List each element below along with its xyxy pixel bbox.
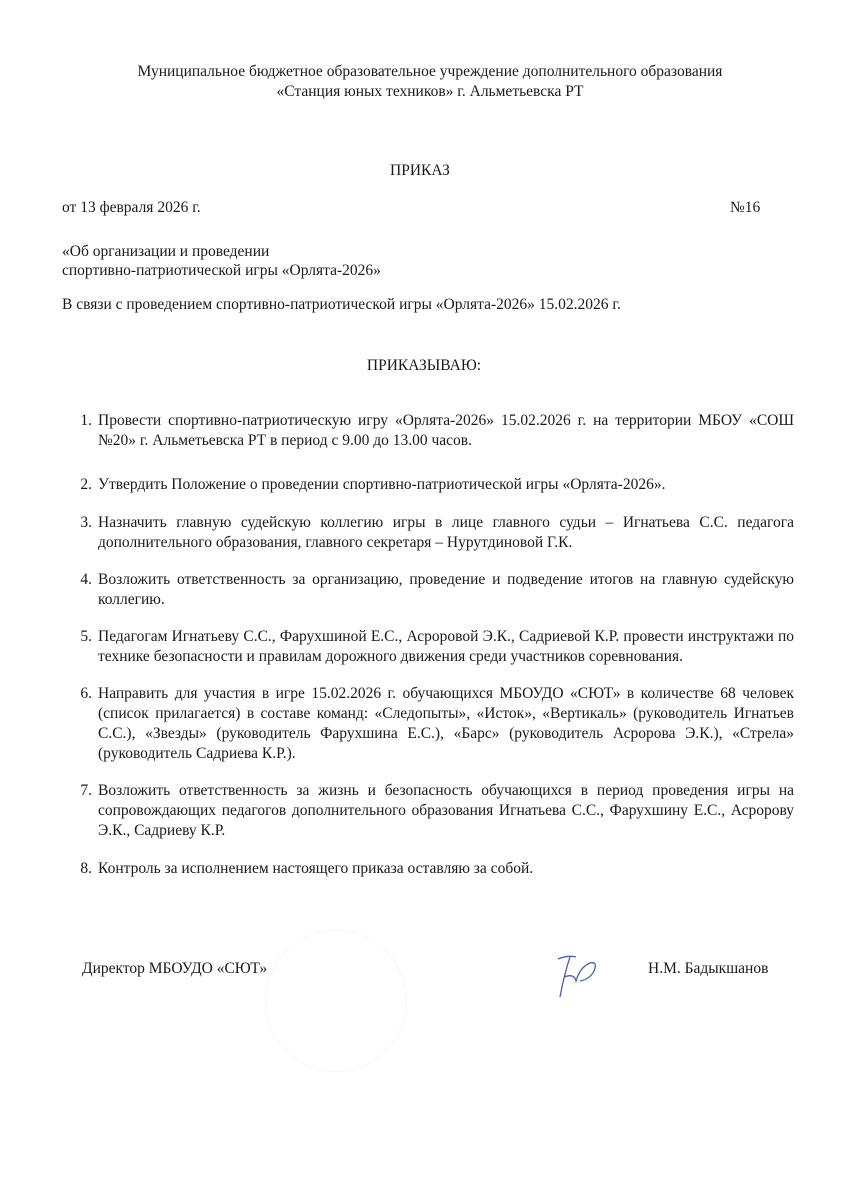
item-number: 8. bbox=[80, 860, 92, 877]
order-heading: ПРИКАЗЫВАЮ: bbox=[366, 357, 482, 374]
preamble: В связи с проведением спортивно-патриотической игры «Орлята-2026» 15.02.2026 г. bbox=[62, 296, 621, 313]
order-date: от 13 февраля 2026 г. bbox=[62, 199, 201, 216]
faint-stamp bbox=[265, 930, 407, 1072]
org-line-1: Муниципальное бюджетное образовательное учреждение дополнительного образования bbox=[137, 63, 723, 80]
order-item bbox=[62, 475, 794, 495]
subject-line-2: спортивно-патриотической игры «Орлята-2026» bbox=[62, 262, 381, 279]
item-number: 3. bbox=[80, 514, 92, 531]
item-text: Утвердить Положение о проведении спортивно-патриотической игры «Орлята-2026». bbox=[98, 476, 666, 493]
order-item bbox=[62, 570, 794, 610]
item-text: Провести спортивно-патриотическую игру «Орлята-2026» 15.02.2026 г. на территории МБОУ «СОШ №20» г. Альметьевска РТ в период с 9.00 до 13.00 часов. bbox=[98, 412, 794, 449]
item-text: Контроль за исполнением настоящего приказа оставляю за собой. bbox=[98, 860, 534, 877]
item-number: 1. bbox=[80, 412, 92, 429]
order-item bbox=[62, 411, 794, 451]
order-subject bbox=[62, 242, 381, 280]
subject-line-1: «Об организации и проведении bbox=[62, 243, 270, 260]
item-number: 5. bbox=[80, 628, 92, 645]
order-item bbox=[62, 627, 794, 667]
order-items bbox=[62, 411, 794, 896]
organization-header bbox=[0, 62, 848, 102]
order-item bbox=[62, 781, 794, 841]
item-text: Назначить главную судейскую коллегию игры в лице главного судьи – Игнатьева С.С. педагога дополнительного образования, главного секретаря – Нурутдиновой Г.К. bbox=[98, 514, 794, 551]
item-text: Возложить ответственность за жизнь и безопасность обучающихся в период проведения игры на сопровождающих педагогов дополнительного образования Игнатьева С.С., Фарухшину Е.С., Асророву Э.К., Садриеву К.Р. bbox=[98, 782, 794, 839]
item-text: Направить для участия в игре 15.02.2026 г. обучающихся МБОУДО «СЮТ» в количестве 68 человек (список прилагается) в составе команд: «Следопыты», «Исток», «Вертикаль» (руководитель Игнатьев С.С.), «Звезды» (руководитель Фарухшина Е.С.), «Барс» (руководитель Асророва Э.К.), «Стрела» (руководитель Садриева К.Р.). bbox=[98, 685, 794, 762]
signatory-position: Директор МБОУДО «СЮТ» bbox=[82, 960, 268, 977]
order-item bbox=[62, 859, 794, 879]
order-number: №16 bbox=[730, 199, 761, 216]
item-number: 4. bbox=[80, 571, 92, 588]
signatory-name: Н.М. Бадыкшанов bbox=[648, 960, 769, 977]
item-number: 6. bbox=[80, 685, 92, 702]
handwritten-signature bbox=[550, 945, 610, 1005]
document-type: ПРИКАЗ bbox=[390, 162, 450, 179]
order-item bbox=[62, 684, 794, 764]
item-text: Возложить ответственность за организацию, проведение и подведение итогов на главную судейскую коллегию. bbox=[98, 571, 794, 608]
item-text: Педагогам Игнатьеву С.С., Фарухшиной Е.С., Асроровой Э.К., Садриевой К.Р. провести инструктажи по технике безопасности и правилам дорожного движения среди участников соревнования. bbox=[98, 628, 794, 665]
item-number: 2. bbox=[80, 476, 92, 493]
item-number: 7. bbox=[80, 782, 92, 799]
order-item bbox=[62, 513, 794, 553]
org-line-2: «Станция юных техников» г. Альметьевска РТ bbox=[276, 83, 584, 100]
